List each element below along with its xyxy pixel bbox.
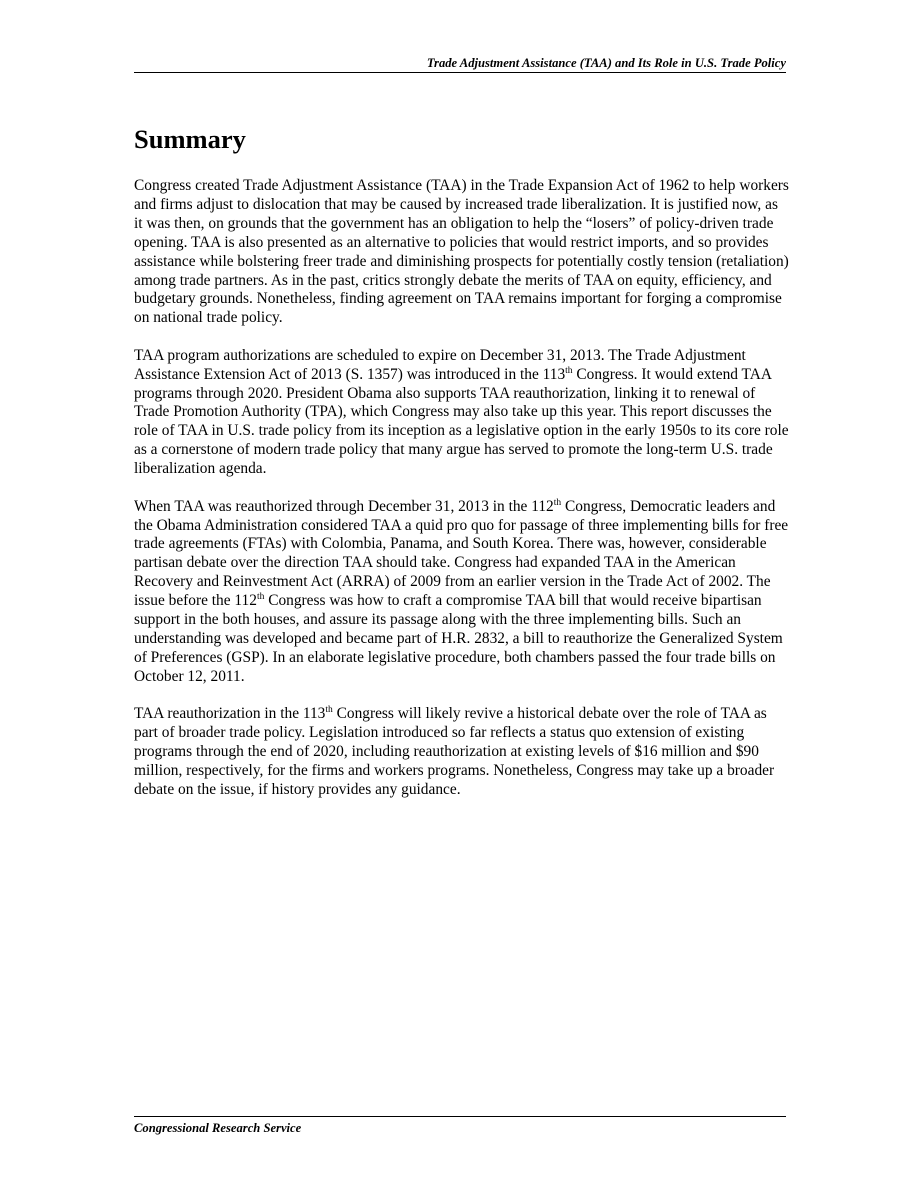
page-title: Summary	[134, 124, 246, 154]
paragraph-1: Congress created Trade Adjustment Assistance (TAA) in the Trade Expansion Act of 1962 to help workers and firms adjust to dislocation that may be caused by increased trade liberalization. It is justified now, as it was then, on grounds that the government has an obligation to help the “losers” of policy-driven trade opening. TAA is also presented as an alternative to policies that would restrict imports, and so provides assistance while bolstering freer trade and diminishing prospects for potentially costly tension (retaliation) among trade partners. As in the past, critics strongly debate the merits of TAA on equity, efficiency, and budgetary grounds. Nonetheless, finding agreement on TAA remains important for forging a compromise on national trade policy.	[134, 177, 789, 327]
paragraph-4	[134, 705, 789, 800]
ordinal-suffix: th	[256, 592, 265, 602]
ordinal-suffix: th	[325, 705, 333, 716]
paragraph-2	[134, 347, 789, 479]
footer-rule	[134, 1116, 786, 1117]
paragraph-2-text-b: Congress. It would extend TAA programs through 2020. President Obama also supports TAA reauthorization, linking it to renewal of Trade Promotion Authority (TPA), which Congress may also take up this year. This report discusses the role of TAA in U.S. trade policy from its inception as a legislative option in the early 1950s to its core role as a cornerstone of modern trade policy that many argue has served to promote the long-term U.S. trade liberalization agenda.	[134, 365, 789, 478]
paragraph-3	[134, 498, 789, 687]
paragraph-4-text-a: TAA reauthorization in the 113	[134, 705, 326, 723]
ordinal-suffix: th	[553, 497, 562, 508]
footer-text: Congressional Research Service	[134, 1121, 302, 1135]
ordinal-suffix: th	[565, 365, 573, 376]
paragraph-3-text-a: When TAA was reauthorized through December 31, 2013 in the 112	[134, 497, 554, 515]
paragraph-4-text-b: Congress will likely revive a historical debate over the role of TAA as part of broader trade policy. Legislation introduced so far reflects a status quo extension of existing programs through the end of 2020, including reauthorization at existing levels of $16 million and $90 million, respectively, for the firms and workers programs. Nonetheless, Congress may take up a broader debate on the issue, if history provides any guidance.	[134, 705, 775, 798]
paragraph-3-text-c: Congress was how to craft a compromise TAA bill that would receive bipartisan support in the both houses, and assure its passage along with the three implementing bills. Such an understanding was developed and became part of H.R. 2832, a bill to reauthorize the Generalized System of Preferences (GSP). In an elaborate legislative procedure, both chambers passed the four trade bills on October 12, 2011.	[134, 592, 783, 685]
paragraph-2-text-a: TAA program authorizations are scheduled to expire on December 31, 2013. The Trade Adjustment Assistance Extension Act of 2013 (S. 1357) was introduced in the 113	[134, 346, 746, 383]
header-rule	[134, 72, 786, 73]
summary-body	[134, 177, 789, 818]
paragraph-3-text-b: Congress, Democratic leaders and the Obama Administration considered TAA a quid pro quo for passage of three implementing bills for free trade agreements (FTAs) with Colombia, Panama, and South Korea. There was, however, considerable partisan debate over the direction TAA should take. Congress had expanded TAA in the American Recovery and Reinvestment Act (ARRA) of 2009 from an earlier version in the Trade Act of 2002. The issue before the 112	[134, 497, 789, 610]
running-header: Trade Adjustment Assistance (TAA) and Its Role in U.S. Trade Policy	[426, 56, 786, 70]
